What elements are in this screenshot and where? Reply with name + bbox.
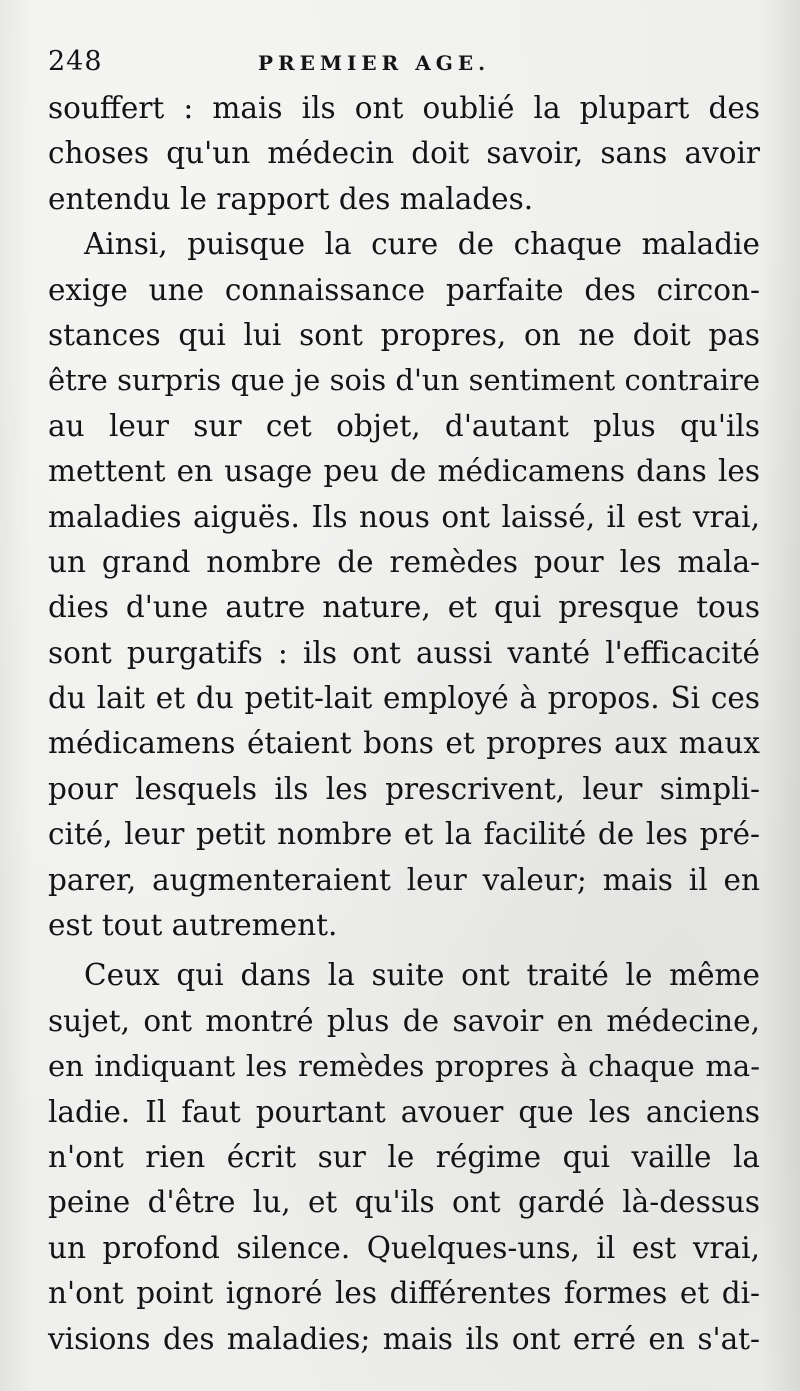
text-line: un profond silence. Quelques-uns, il est vrai, xyxy=(48,1230,760,1265)
text-line: au leur sur cet objet, d'autant plus qu'ils xyxy=(48,408,760,443)
text-line: exige une connaissance parfaite des circon- xyxy=(48,272,760,307)
text-line: médicamens étaient bons et propres aux maux xyxy=(48,726,760,761)
text-line: sujet, ont montré plus de savoir en médecine, xyxy=(48,1003,760,1038)
paragraph-start-line: Ceux qui dans la suite ont traité le même xyxy=(84,958,760,993)
text-line: pour lesquels ils les prescrivent, leur simpli- xyxy=(48,771,760,806)
text-line: être surpris que je sois d'un sentiment contraire xyxy=(48,363,760,398)
text-line: n'ont rien écrit sur le régime qui vaille la xyxy=(48,1139,760,1174)
text-line: mettent en usage peu de médicamens dans les xyxy=(48,454,760,489)
text-line: choses qu'un médecin doit savoir, sans avoir xyxy=(48,136,760,171)
text-line: en indiquant les remèdes propres à chaque ma- xyxy=(48,1049,760,1084)
text-line: ladie. Il faut pourtant avouer que les anciens xyxy=(48,1094,760,1129)
text-line: un grand nombre de remèdes pour les mala- xyxy=(48,544,760,579)
paragraph-start-line: Ainsi, puisque la cure de chaque maladie xyxy=(84,227,760,262)
text-line: du lait et du petit-lait employé à propos. Si ces xyxy=(48,681,760,716)
text-line: n'ont point ignoré les différentes formes et di- xyxy=(48,1276,760,1311)
text-line: visions des maladies; mais ils ont erré en s'at- xyxy=(48,1321,760,1356)
text-line: est tout autrement. xyxy=(48,908,338,943)
text-line: cité, leur petit nombre et la facilité de les pré- xyxy=(48,817,760,852)
running-head: PREMIER AGE. xyxy=(258,51,491,75)
page-header xyxy=(48,44,760,80)
text-line: parer, augmenteraient leur valeur; mais il en xyxy=(48,862,760,897)
text-line: stances qui lui sont propres, on ne doit pas xyxy=(48,317,760,352)
text-line: entendu le rapport des malades. xyxy=(48,181,534,216)
text-line: sont purgatifs : ils ont aussi vanté l'efficacité xyxy=(48,635,760,670)
text-line: maladies aiguës. Ils nous ont laissé, il est vrai, xyxy=(48,499,760,534)
text-line: souffert : mais ils ont oublié la plupart des xyxy=(48,91,760,125)
text-line: dies d'une autre nature, et qui presque tous xyxy=(48,590,760,625)
page-number: 248 xyxy=(48,46,103,77)
text-line: peine d'être lu, et qu'ils ont gardé là-dessus xyxy=(48,1185,760,1220)
body-text xyxy=(48,86,760,1362)
